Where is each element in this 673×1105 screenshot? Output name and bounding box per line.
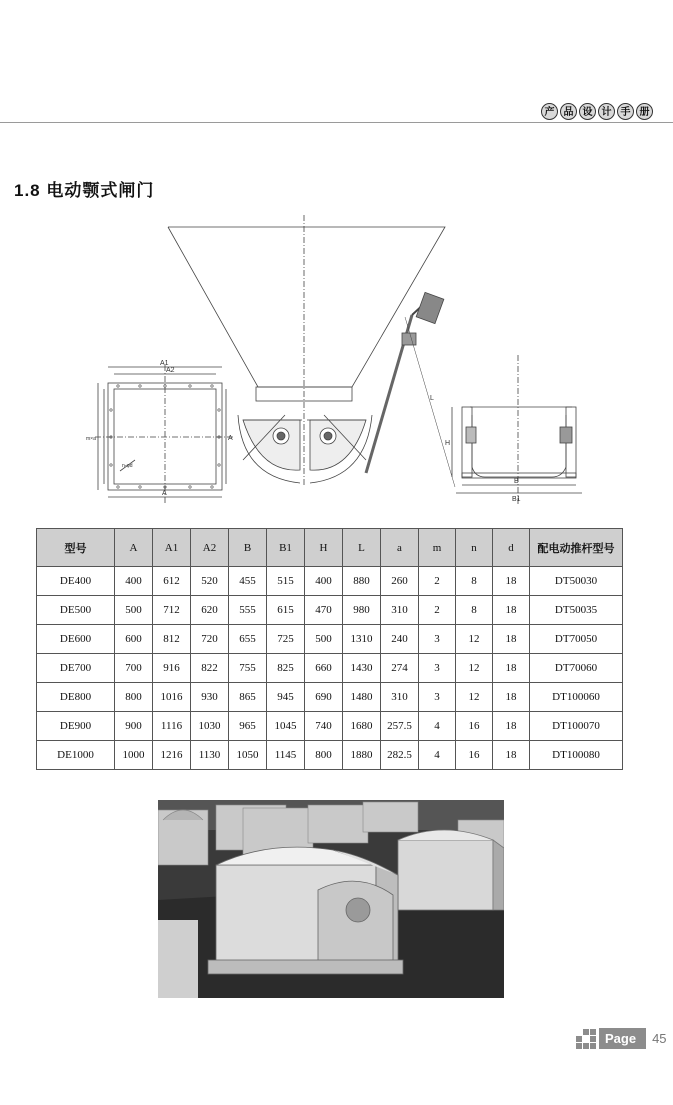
table-cell: 725	[267, 625, 305, 654]
table-row	[37, 683, 623, 712]
dim-hole: n-φd	[122, 463, 133, 469]
table-header-cell: H	[305, 529, 343, 567]
table-cell: 1045	[267, 712, 305, 741]
table-row	[37, 712, 623, 741]
table-cell: 1310	[343, 625, 381, 654]
table-cell: DE700	[37, 654, 115, 683]
brand-char: 品	[560, 103, 577, 120]
table-cell: 240	[381, 625, 419, 654]
table-cell: DE900	[37, 712, 115, 741]
table-cell: 274	[381, 654, 419, 683]
table-cell: DT100080	[530, 741, 623, 770]
table-header-cell: B	[229, 529, 267, 567]
table-cell: 700	[115, 654, 153, 683]
table-row	[37, 654, 623, 683]
table-cell: 800	[305, 741, 343, 770]
table-cell: 2	[419, 596, 456, 625]
table-cell: 310	[381, 596, 419, 625]
table-cell: DE600	[37, 625, 115, 654]
table-cell: 260	[381, 567, 419, 596]
dim-ma: m×a	[86, 436, 96, 442]
table-cell: 1030	[191, 712, 229, 741]
table-cell: 470	[305, 596, 343, 625]
table-cell: 3	[419, 625, 456, 654]
dim-h: H	[445, 440, 451, 447]
table-cell: 16	[456, 712, 493, 741]
table-cell: 620	[191, 596, 229, 625]
table-cell: 612	[153, 567, 191, 596]
table-cell: DT70060	[530, 654, 623, 683]
table-cell: 1050	[229, 741, 267, 770]
table-header-cell: m	[419, 529, 456, 567]
table-row	[37, 741, 623, 770]
page-footer	[576, 1028, 667, 1049]
footer-squares-icon	[576, 1029, 596, 1049]
table-header-cell: B1	[267, 529, 305, 567]
table-cell: 555	[229, 596, 267, 625]
dim-a-right: A	[228, 435, 233, 442]
table-cell: 400	[115, 567, 153, 596]
table-cell: 3	[419, 654, 456, 683]
header-rule	[0, 122, 673, 123]
table-cell: 660	[305, 654, 343, 683]
table-cell: 740	[305, 712, 343, 741]
table-cell: 12	[456, 625, 493, 654]
dim-l: L	[430, 395, 434, 402]
table-cell: 1016	[153, 683, 191, 712]
table-cell: 1116	[153, 712, 191, 741]
table-cell: 965	[229, 712, 267, 741]
flange-plan-view	[95, 365, 235, 505]
table-cell: 18	[493, 567, 530, 596]
table-cell: 600	[115, 625, 153, 654]
technical-drawing	[0, 215, 673, 505]
table-header-cell: L	[343, 529, 381, 567]
table-cell: 18	[493, 712, 530, 741]
table-cell: 980	[343, 596, 381, 625]
table-cell: DT50030	[530, 567, 623, 596]
table-row	[37, 567, 623, 596]
table-cell: DT70050	[530, 625, 623, 654]
table-cell: 930	[191, 683, 229, 712]
table-cell: 720	[191, 625, 229, 654]
section-title: 1.8 电动颚式闸门	[14, 181, 155, 200]
dim-b: B	[514, 478, 519, 485]
table-cell: 1480	[343, 683, 381, 712]
table-cell: 880	[343, 567, 381, 596]
table-cell: 515	[267, 567, 305, 596]
table-cell: 1880	[343, 741, 381, 770]
table-cell: DE800	[37, 683, 115, 712]
table-cell: 12	[456, 654, 493, 683]
table-cell: DE500	[37, 596, 115, 625]
dim-a1: A1	[160, 360, 169, 367]
table-cell: 18	[493, 625, 530, 654]
table-cell: 400	[305, 567, 343, 596]
brand-char: 计	[598, 103, 615, 120]
table-cell: 18	[493, 654, 530, 683]
table-cell: 1430	[343, 654, 381, 683]
jaw-gate-elevation	[168, 215, 455, 487]
table-cell: 500	[115, 596, 153, 625]
table-cell: 900	[115, 712, 153, 741]
table-cell: 4	[419, 712, 456, 741]
table-cell: DT100060	[530, 683, 623, 712]
table-row	[37, 596, 623, 625]
table-cell: 8	[456, 596, 493, 625]
product-photo	[158, 800, 504, 998]
table-cell: 712	[153, 596, 191, 625]
table-header-cell: n	[456, 529, 493, 567]
table-cell: 812	[153, 625, 191, 654]
brand-char: 设	[579, 103, 596, 120]
table-header-cell: A	[115, 529, 153, 567]
table-cell: 615	[267, 596, 305, 625]
table-cell: 4	[419, 741, 456, 770]
table-cell: 822	[191, 654, 229, 683]
table-cell: 1000	[115, 741, 153, 770]
table-cell: 16	[456, 741, 493, 770]
table-header-cell: a	[381, 529, 419, 567]
page-number: 45	[652, 1031, 667, 1046]
table-cell: 1145	[267, 741, 305, 770]
dim-a-bottom: A	[162, 490, 167, 497]
table-cell: 865	[229, 683, 267, 712]
table-cell: 12	[456, 683, 493, 712]
table-cell: 2	[419, 567, 456, 596]
table-cell: 500	[305, 625, 343, 654]
brand-char: 手	[617, 103, 634, 120]
table-row	[37, 625, 623, 654]
table-cell: 3	[419, 683, 456, 712]
table-cell: 1680	[343, 712, 381, 741]
table-cell: 8	[456, 567, 493, 596]
table-cell: 282.5	[381, 741, 419, 770]
table-cell: 945	[267, 683, 305, 712]
table-header-cell: A1	[153, 529, 191, 567]
table-header-cell: A2	[191, 529, 229, 567]
table-cell: 690	[305, 683, 343, 712]
table-cell: 916	[153, 654, 191, 683]
table-cell: DE1000	[37, 741, 115, 770]
table-cell: 455	[229, 567, 267, 596]
dim-b1: B1	[512, 496, 521, 503]
brand-char: 册	[636, 103, 653, 120]
spec-table	[36, 528, 623, 770]
table-cell: 18	[493, 596, 530, 625]
table-cell: 655	[229, 625, 267, 654]
table-header-cell: 型号	[37, 529, 115, 567]
table-cell: DT50035	[530, 596, 623, 625]
table-header-cell: d	[493, 529, 530, 567]
table-cell: 18	[493, 741, 530, 770]
table-cell: 18	[493, 683, 530, 712]
table-cell: 310	[381, 683, 419, 712]
table-header-cell: 配电动推杆型号	[530, 529, 623, 567]
table-cell: 755	[229, 654, 267, 683]
table-cell: 1130	[191, 741, 229, 770]
table-header-row	[37, 529, 623, 567]
dim-a2: A2	[166, 367, 175, 374]
table-cell: DE400	[37, 567, 115, 596]
table-cell: 257.5	[381, 712, 419, 741]
page-label: Page	[599, 1028, 646, 1049]
table-cell: 800	[115, 683, 153, 712]
table-cell: 825	[267, 654, 305, 683]
brand-char: 产	[541, 103, 558, 120]
table-cell: DT100070	[530, 712, 623, 741]
table-cell: 520	[191, 567, 229, 596]
table-cell: 1216	[153, 741, 191, 770]
brand-badge	[541, 103, 653, 120]
